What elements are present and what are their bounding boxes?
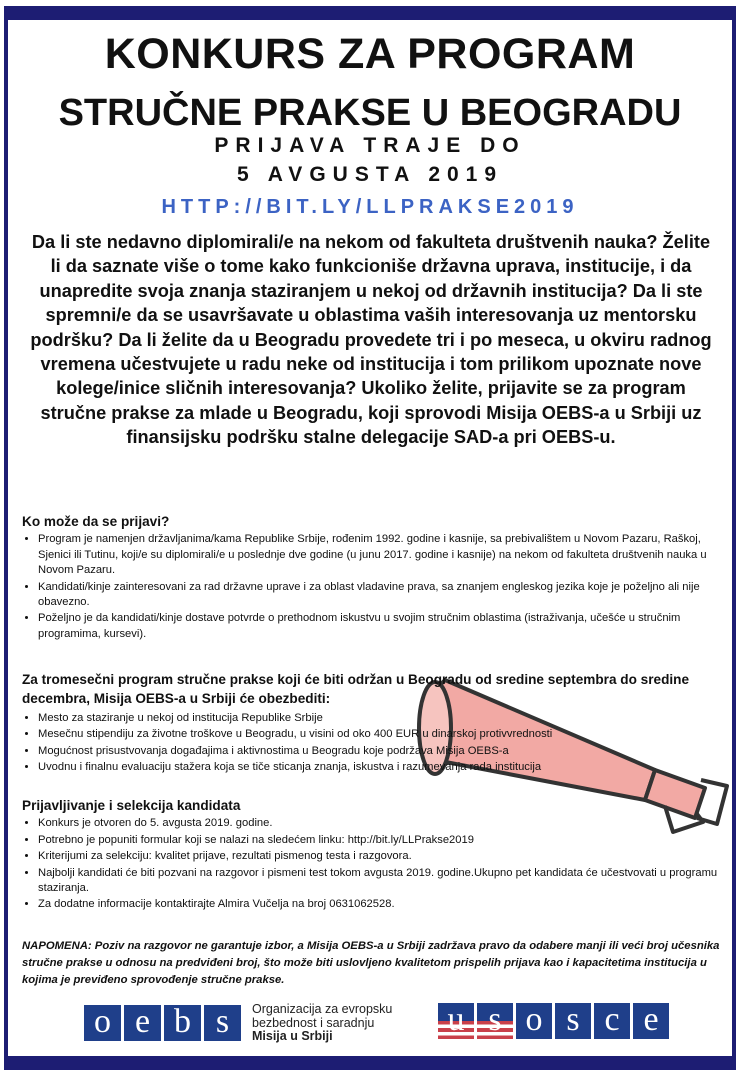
benefits-section bbox=[22, 670, 722, 777]
logo-letter: o bbox=[516, 1003, 552, 1039]
selection-heading: Prijavljivanje i selekcija kandidata bbox=[22, 798, 241, 813]
list-item: • Mesto za staziranje u nekoj od institucija Republike Srbije bbox=[38, 711, 722, 726]
oebs-logo-text bbox=[252, 1003, 392, 1044]
logo-letter: s bbox=[477, 1003, 513, 1039]
logo-letter: b bbox=[164, 1005, 201, 1041]
oebs-logo bbox=[84, 1003, 392, 1044]
logo-letter: u bbox=[438, 1003, 474, 1039]
title-line-1: KONKURS ZA PROGRAM bbox=[104, 30, 636, 78]
list-item: • Kriterijumi za selekciju: kvalitet prijave, rezultati pismenog testa i razgovora. bbox=[38, 849, 722, 864]
list-item: • Potrebno je popuniti formular koji se nalazi na sledećem linku: http://bit.ly/LLPrakse2019 bbox=[38, 833, 722, 848]
list-item: • Program je namenjen državljanima/kama Republike Srbije, rođenim 1992. godine i kasnije, sa prebivalištem u Novom Pazaru, Raškoj, Sjenici ili Tutinu, koji/e su diplomirali/e u poslednje dve godine (u junu 2017. godine i kasnije) na nekom od fakulteta društvenih nauka u Novom Pazaru. bbox=[38, 532, 722, 578]
list-item: • Mogućnost prisustvovanja događajima i aktivnostima u Beogradu koje podržava Misija OEBS-a bbox=[38, 744, 722, 759]
oebs-line-1: Organizacija za evropsku bbox=[252, 1002, 393, 1016]
logo-letter: s bbox=[204, 1005, 241, 1041]
eligibility-heading: Ko može da se prijavi? bbox=[22, 514, 170, 529]
logo-letter: o bbox=[84, 1005, 121, 1041]
deadline-line-2: 5 AVGUSTA 2019 bbox=[236, 163, 504, 186]
logo-letter: s bbox=[555, 1003, 591, 1039]
oebs-line-2: bezbednost i saradnju bbox=[252, 1015, 375, 1030]
deadline-line-1: PRIJAVA TRAJE DO bbox=[214, 134, 526, 157]
benefits-heading: Za tromesečni program stručne prakse koji će biti održan u Beogradu od sredine septembra do sredine decembra, Misija OEBS-a u Srbiji će obezbediti: bbox=[22, 672, 690, 706]
list-item: • Za dodatne informacije kontaktirajte Almira Vučelja na broj 0631062528. bbox=[38, 897, 722, 912]
eligibility-section bbox=[22, 514, 722, 643]
list-item: • Poželjno je da kandidati/kinje dostave potvrde o prethodnom iskustvu u svojim stručnim oblastima (istraživanja, učešće u stručnim programima, kursevi). bbox=[38, 611, 722, 642]
usosce-logo bbox=[438, 1003, 672, 1039]
list-item: • Kandidati/kinje zainteresovani za rad državne uprave i za oblast vladavine prava, sa znanjem engleskog jezika koje je poželjno ali nije obavezno. bbox=[38, 580, 722, 611]
list-item: • Uvodnu i finalnu evaluaciju stažera koja se tiče sticanja znanja, iskustva i razumevanja rada institucija bbox=[38, 760, 722, 775]
application-link[interactable]: HTTP://BIT.LY/LLPRAKSE2019 bbox=[161, 196, 579, 218]
logo-letter: e bbox=[633, 1003, 669, 1039]
list-item: • Konkurs je otvoren do 5. avgusta 2019. godine. bbox=[38, 816, 722, 831]
title-line-2: STRUČNE PRAKSE U BEOGRADU bbox=[58, 92, 682, 134]
logo-letter: e bbox=[124, 1005, 161, 1041]
list-item: • Mesečnu stipendiju za životne troškove u Beogradu, u visini od oko 400 EUR u dinarskoj protivvrednosti bbox=[38, 727, 722, 742]
logo-letter: c bbox=[594, 1003, 630, 1039]
note-paragraph: NAPOMENA: Poziv na razgovor ne garantuje izbor, a Misija OEBS-a u Srbiji zadržava pravo da odabere manji ili veći broj učesnika stručne prakse u odnosu na predviđeni broj, što može biti uslovljeno kvalitetom prispelih prijava kao i kapacitetima institucija u kojima je previđeno sprovođenje stručne prakse. bbox=[22, 940, 720, 986]
selection-section bbox=[22, 798, 722, 914]
intro-paragraph: Da li ste nedavno diplomirali/e na nekom od fakulteta društvenih nauka? Želite li da saznate više o tome kako funkcioniše državna uprava, institucije, i da unapredite svoja znanja staziranjem u nekoj od državnih institucija? Da li ste spremni/e da se usavršavate u oblastima vaših interesovanja uz mentorsku podršku? Da li želite da u Beogradu provedete tri i po meseca, u okviru radnog vremena učestvujete u radu neke od institucija i tom prilikom upoznate nove kolege/inice sličnih interesovanja? Ukoliko želite, prijavite se za program stručne prakse za mlade u Beogradu, koji sprovodi Misija OEBS-a u Srbiji uz finansijsku podršku stalne delegacije SAD-a pri OEBS-u. bbox=[30, 232, 712, 448]
oebs-line-3: Misija u Srbiji bbox=[252, 1029, 333, 1043]
list-item: • Najbolji kandidati će biti pozvani na razgovor i pismeni test tokom avgusta 2019. godine.Ukupno pet kandidata će učestvovati u programu staziranja. bbox=[38, 866, 722, 897]
